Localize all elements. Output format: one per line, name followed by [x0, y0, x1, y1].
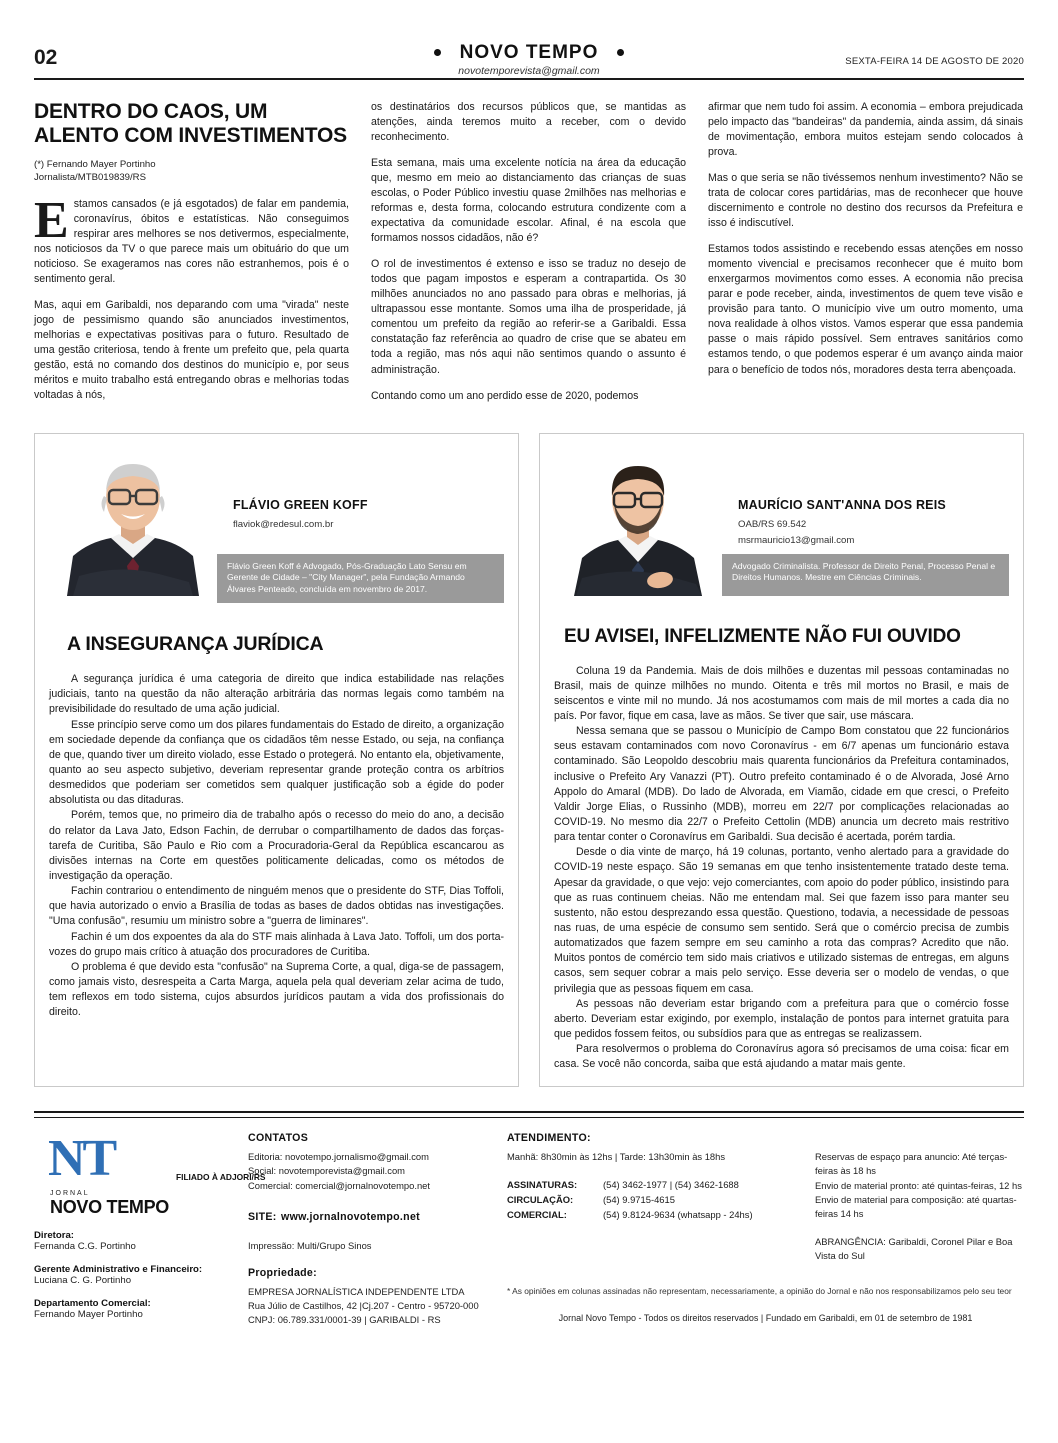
phone-value: (54) 3462-1977 | (54) 3462-1688: [603, 1179, 739, 1191]
page-title: DENTRO DO CAOS, UM ALENTO COM INVESTIMENTOS: [34, 100, 347, 148]
article-paragraph: Esta semana, mais uma excelente notícia na área da educação que, mesmo em meio ao distanciamento das crianças de suas escolas, o Poder Público investiu quase 2milhões nas melhorias e reformas e, desta forma, colocando estrutura condizente com a expectativa da comunidade escolar. Afinal, é na escola que formamos nossos cidadãos, não é?: [371, 157, 686, 245]
footer: [34, 1132, 1024, 1327]
article-paragraph: os destinatários dos recursos públicos que, se mantidas as atenções, ainda teremos muito a receber, com o devido reconhecimento.: [371, 101, 686, 144]
staff-role: [34, 1230, 234, 1252]
role-label: Diretora:: [34, 1230, 74, 1242]
author-email[interactable]: msrmauricio13@gmail.com: [738, 534, 855, 546]
column-paragraph: Para resolvermos o problema do Coronavírus agora só precisamos de uma coisa: ficar em casa. Se você não concorda, saiba que está ajudando a matar mais gente.: [554, 1043, 1009, 1071]
column-paragraph: A segurança jurídica é uma categoria de direito que indica estabilidade nas relações judiciais, tanto na questão da não alteração arbitrária das normas legais como também na previsibilidade do resultado de uma ação judicial.: [49, 673, 504, 716]
logo-name: NOVO TEMPO: [50, 1197, 170, 1218]
main-article: [34, 100, 1024, 415]
opinion-columns: [34, 433, 1024, 1088]
atendimento-hours: Manhã: 8h30min às 12hs | Tarde: 13h30min às 18hs: [507, 1151, 726, 1163]
column-paragraph: Fachin é um dos expoentes da ala do STF mais alinhada à Lava Jato. Toffoli, um dos porta-vozes do grupo mais crítico à atuação dos procuradores de Curitiba.: [49, 930, 504, 958]
phone-row: [507, 1208, 797, 1223]
column-title: A INSEGURANÇA JURÍDICA: [67, 633, 324, 656]
atendimento-heading: ATENDIMENTO:: [507, 1132, 591, 1145]
impressao-line: Impressão: Multi/Grupo Sinos: [248, 1239, 372, 1251]
contact-line[interactable]: Comercial: comercial@jornalnovotempo.net: [248, 1179, 430, 1191]
atendimento-left: [507, 1150, 797, 1263]
column-paragraph: Desde o dia vinte de março, há 19 colunas, portanto, venho alertado para a gravidade do COVID-19 neste espaço. São 19 semanas em que tenho insistentemente tratado deste tema. Apesar da gravidade, o que vejo: vejo comerciantes, com apoio do poder público, insistindo para que as ruas continuem cheias. Não me entendam mal. Sei que fazem isso para manter seu sustento, não estou desprezando essa questão. Questiono, todavia, a necessidade de pessoas nas ruas, de uma espécie de consumo sem sentido. Será que o comércio precisa de zumbis automatizados que fazem sempre em seu caminho a rota das compras? Acredito que não. Muitos pontos de comércio tem sido mais criativos e utilizado sistemas de entregas, em alguns casos, sem sequer cobrar a mais pelo serviço. Esse deveria ser o modelo de vendas, o que privilegia que as pessoas fiquem em casa.: [554, 846, 1009, 995]
logo: [48, 1130, 266, 1192]
bullet-right-icon: [617, 49, 624, 56]
column-paragraph: Coluna 19 da Pandemia. Mais de dois milhões e duzentas mil pessoas contaminadas no Brasil, mais de quinze milhões no mundo. Oitenta e três mil mortos no Brasil, e mais de seiscentos e vinte mil no mundo. Já nos acostumamos com mais de mil mortes a cada dia no país. Por favor, fique em casa, lave as mãos. Se tiver que sair, use máscara.: [554, 664, 1009, 722]
author-photo: [49, 446, 217, 596]
copyright: Jornal Novo Tempo - Todos os direitos reservados | Fundado em Garibaldi, em 01 de setembro de 1981: [558, 1313, 973, 1324]
footer-atendimento: [507, 1132, 1024, 1327]
footer-divider: [34, 1111, 1024, 1115]
site-value[interactable]: www.jornalnovotempo.net: [281, 1210, 420, 1223]
role-value: Fernando Mayer Portinho: [34, 1309, 143, 1321]
author-bio: Advogado Criminalista. Professor de Direito Penal, Processo Penal e Direitos Humanos. Mestre em Ciências Criminais.: [722, 554, 1009, 596]
article-paragraph: Estamos cansados (e já esgotados) de falar em pandemia, coronavírus, óbitos e estatísticas. Não conseguimos respirar ares melhores se nos detivermos, especialmente, nos noticiosos da TV o que parece mais um obituário do que um noticioso. Se exageramos nas cores não estranhemos, pois é o sentimento geral.: [34, 191, 349, 285]
author-name: FLÁVIO GREEN KOFF: [233, 497, 368, 512]
article-column-1: [34, 100, 349, 415]
masthead: [34, 28, 1024, 80]
masthead-email: novotemporevista@gmail.com: [458, 65, 600, 77]
byline: [34, 159, 349, 185]
atendimento-grid: [507, 1150, 1024, 1263]
column-paragraph: Fachin contrariou o entendimento de ninguém menos que o presidente do STF, Dias Toffoli, que havia autorizado o envio a Brasília de todas as bases de dados obtidas nas investigações. "Uma confusão", resumiu um ministro sobre a "guerra de liminares".: [49, 885, 504, 928]
author-photo: [554, 446, 722, 596]
column-body: [49, 672, 504, 1020]
byline-name: (*) Fernando Mayer Portinho: [34, 158, 156, 170]
author-email[interactable]: flaviok@redesul.com.br: [233, 518, 334, 530]
page-number: 02: [34, 46, 58, 69]
contact-line[interactable]: Editoria: novotempo.jornalismo@gmail.com: [248, 1151, 429, 1163]
disclaimer: * As opiniões em colunas assinadas não representam, necessariamente, a opinião do Jornal e não nos responsabilizamos pelo seu teor: [507, 1286, 1012, 1297]
article-paragraph: afirmar que nem tudo foi assim. A economia – embora prejudicada pelo impacto das "bandeiras" da pandemia, ainda assim, dá sinais de movimentação, embora muitos estejam sendo colocados à prova.: [708, 101, 1023, 159]
article-column-2: [371, 100, 686, 415]
column-title: EU AVISEI, INFELIZMENTE NÃO FUI OUVIDO: [564, 625, 961, 647]
contacts-heading: CONTATOS: [248, 1132, 309, 1145]
propriedade-line: EMPRESA JORNALÍSTICA INDEPENDENTE LTDA: [248, 1285, 465, 1297]
edition-date: SEXTA-FEIRA 14 DE AGOSTO DE 2020: [845, 56, 1024, 67]
reserva-line: Envio de material para composição: até quartas-feiras 14 hs: [815, 1193, 1017, 1219]
masthead-center: [34, 28, 1024, 77]
article-paragraph: O rol de investimentos é extenso e isso se traduz no desejo de todos que pagam impostos e esperam a contrapartida. Os 30 milhões anunciados no ano passado para obras e melhorias, já ultrapassou esse montante. Somos uma ilha de prosperidade, já comentou um prefeito da região ao referir-se a Garibaldi. Essa constatação faz referência ao quadro de crise que se abateu em toda a região, mas nós aqui não sentimos quando o assunto é administração.: [371, 258, 686, 376]
atendimento-right: [815, 1150, 1024, 1263]
reserva-line: Reservas de espaço para anuncio: Até terças-feiras às 18 hs: [815, 1151, 1008, 1177]
site-label: SITE:: [248, 1210, 277, 1223]
staff-role: [34, 1264, 234, 1286]
footer-divider-2: [34, 1117, 1024, 1118]
author-name: MAURÍCIO SANT'ANNA DOS REIS: [738, 497, 946, 512]
propriedade-line: CNPJ: 06.789.331/0001-39 | GARIBALDI - RS: [248, 1314, 441, 1326]
column-paragraph: O problema é que devido esta "confusão" na Suprema Corte, a qual, diga-se de passagem, como jamais visto, desrespeita a Carta Marga, aquela pela qual deveriam zelar acima de tudo, tem reflexos em todo sistema, cujos absurdos jurídicos pautam a vida dos profissionais do direito.: [49, 960, 504, 1019]
phone-row: [507, 1193, 797, 1208]
opinion-column-koff: [34, 433, 519, 1088]
article-paragraph: Mas o que seria se não tivéssemos nenhum investimento? Não se trata de colocar cores partidárias, mas de reconhecer que houve discernimento e controle no destino dos recursos da Prefeitura e isso é indiscutível.: [708, 172, 1023, 230]
propriedade-heading: Propriedade:: [248, 1266, 317, 1279]
column-paragraph: Porém, temos que, no primeiro dia de trabalho após o recesso do meio do ano, a decisão do relator da Lava Jato, Edson Fachin, de derrubar o compartilhamento de dados das forças-tarefa de Curitiba, São Paulo e Rio com a Procuradoria-Geral da República escancarou as divisões internas na Corte em questões politicamente delicadas, como os métodos de investigação da operação.: [49, 809, 504, 882]
role-label: Gerente Administrativo e Financeiro:: [34, 1264, 203, 1276]
site-block: [248, 1207, 493, 1225]
column-paragraph: Nessa semana que se passou o Município de Campo Bom constatou que 22 funcionários seus estavam contaminados com novo Coronavírus - em 6/7 apenas um funcionário estava contaminado. São Leopoldo descobriu mais quarenta funcionários da Prefeitura contaminados, inclusive o Prefeito Ary Vanazzi (PT). Outro prefeito contaminado é o de Alvorada, José Arno Appolo do Amaral (MDB). Do lado de Alvorada, em Viamão, cidade em que cresci, o Prefeito Valdir Jorge Elias, o Russinho (MDB), morreu em 22/7 por complicações relacionadas ao COVID-19. No mesmo dia 22/7 o Prefeito Cettolin (MDB) anuncia um decreto mais restritivo para tentar conter o Coronavírus em Garibaldi. Sua decisão é acertada, porém tardia.: [554, 725, 1009, 844]
article-paragraph: Estamos todos assistindo e recebendo essas atenções em nosso momento vivencial e precisamos reconhecer que é muito bom enxergarmos movimentos como esses. A economia não precisa parar e pode receber, ainda, investimentos de quem teve visão e provisão para tanto. O município vive um outro momento, uma nova realidade à olhos vistos. Vamos esperar que essa pandemia passe o mais rápido possível. Sem entraves sanitários como estamos tendo, o que podemos esperar é um avanço ainda maior para o benefício de todos nós, moradores desta terra abençoada.: [708, 243, 1023, 376]
column-paragraph: Esse princípio serve como um dos pilares fundamentais do Estado de direito, a organização em sociedade depende da confiança que os cidadãos têm nesse Estado, ou seja, na confiança de que, quando tiver um direito violado, esse Estado o protegerá. No entanto ela, objetivamente, quanto ao seu aspecto subjetivo, deveriam representar grande proteção contra os arbítrios desmedidos que poderiam ser cometidos sem qualquer justificação sob a égide do poder absolutista ou das ditaduras.: [49, 718, 504, 807]
footer-contacts: [248, 1132, 493, 1327]
author-bio: Flávio Green Koff é Advogado, Pós-Graduação Lato Sensu em Gerente de Cidade – "City Manager", pela Fundação Armando Álvares Penteado, concluída em novembro de 2017.: [217, 554, 504, 604]
role-value: Fernanda C.G. Portinho: [34, 1241, 136, 1253]
phone-row: [507, 1178, 797, 1193]
staff-role: [34, 1298, 234, 1320]
column-body: [554, 664, 1009, 1073]
abrangencia-line: ABRANGÊNCIA: Garibaldi, Coronel Pilar e Boa Vista do Sul: [815, 1235, 1013, 1262]
logo-kicker: JORNAL: [50, 1190, 90, 1198]
author-oab: OAB/RS 69.542: [738, 518, 807, 530]
article-paragraph: Mas, aqui em Garibaldi, nos deparando com uma "virada" neste jogo de pessimismo quando são anunciados investimentos, melhorias e expectativas positivas para o futuro. Resultado de uma gestão criteriosa, tendo à frente um prefeito que, pela quarta gestão, está no comando dos destinos do município e, por seus méritos e muito trabalho está entregando obras e melhorias todas voltadas à nós,: [34, 298, 349, 401]
phone-value: (54) 9.9715-4615: [603, 1194, 675, 1206]
phone-value: (54) 9.8124-9634 (whatsapp - 24hs): [603, 1208, 753, 1220]
article-paragraph: Contando como um ano perdido esse de 2020, podemos: [371, 389, 639, 402]
role-label: Departamento Comercial:: [34, 1298, 151, 1310]
propriedade-block: [248, 1267, 493, 1327]
contact-line[interactable]: Social: novotemporevista@gmail.com: [248, 1165, 405, 1177]
column-paragraph: As pessoas não deveriam estar brigando com a prefeitura para que o comércio fosse aberto. Deveriam estar exigindo, por exemplo, instalação de pontos para internet gratuita para que pedidos fossem feitos, ou subsídios para que as entregas se realizassem.: [554, 997, 1009, 1040]
phone-label: CIRCULAÇÃO:: [507, 1194, 574, 1206]
role-value: Luciana C. G. Portinho: [34, 1275, 132, 1287]
article-column-3: [708, 100, 1023, 415]
logo-initials: NT: [48, 1130, 115, 1188]
bullet-left-icon: [434, 49, 441, 56]
byline-role: Jornalista/MTB019839/RS: [34, 171, 146, 183]
opinion-column-reis: [539, 433, 1024, 1088]
filiado-label: FILIADO À ADJORI/RS: [176, 1172, 266, 1183]
publication-title: NOVO TEMPO: [459, 42, 599, 63]
propriedade-line: Rua Júlio de Castilhos, 42 |Cj.207 - Centro - 95720-000: [248, 1299, 479, 1311]
reserva-line: Envio de material pronto: até quintas-feiras, 12 hs: [815, 1179, 1022, 1191]
phone-label: COMERCIAL:: [507, 1208, 567, 1220]
phone-label: ASSINATURAS:: [507, 1179, 578, 1191]
